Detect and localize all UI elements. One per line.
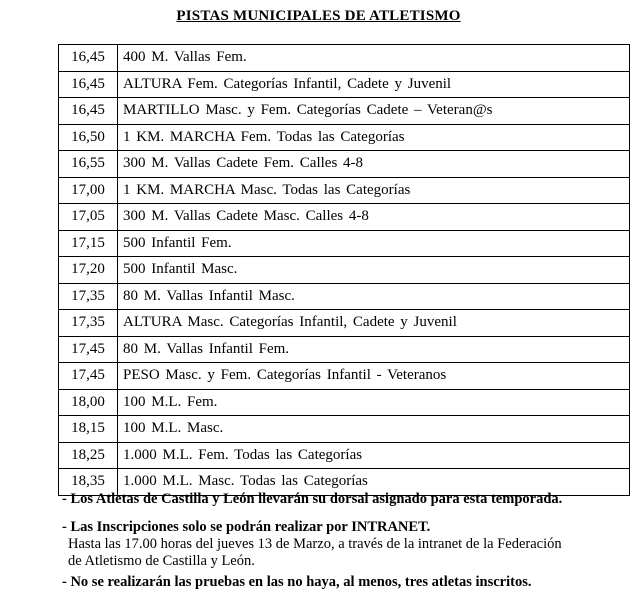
time-cell: 17,05 [59, 204, 118, 231]
event-cell: 300 M. Vallas Cadete Masc. Calles 4-8 [118, 204, 630, 231]
event-cell: 80 M. Vallas Infantil Masc. [118, 283, 630, 310]
event-cell: 80 M. Vallas Infantil Fem. [118, 336, 630, 363]
note-inscriptions-heading: - Las Inscripciones solo se podrán realizar por INTRANET. [62, 519, 431, 535]
time-cell: 17,45 [59, 336, 118, 363]
table-row [59, 204, 630, 231]
note-inscriptions-line-1: Hasta las 17.00 horas del jueves 13 de Marzo, a través de la intranet de la Federación [68, 536, 562, 552]
table-row [59, 283, 630, 310]
time-cell: 18,15 [59, 416, 118, 443]
event-cell: MARTILLO Masc. y Fem. Categorías Cadete – Veteran@s [118, 98, 630, 125]
time-cell: 18,25 [59, 442, 118, 469]
event-cell: 1.000 M.L. Masc. Todas las Categorías [118, 469, 630, 496]
table-row [59, 389, 630, 416]
note-minimum-athletes: - No se realizarán las pruebas en las no haya, al menos, tres atletas inscritos. [62, 574, 532, 590]
table-row [59, 124, 630, 151]
event-cell: PESO Masc. y Fem. Categorías Infantil - Veteranos [118, 363, 630, 390]
event-cell: ALTURA Fem. Categorías Infantil, Cadete y Juvenil [118, 71, 630, 98]
time-cell: 17,35 [59, 283, 118, 310]
time-cell: 17,20 [59, 257, 118, 284]
time-cell: 16,55 [59, 151, 118, 178]
time-cell: 16,45 [59, 71, 118, 98]
table-row [59, 310, 630, 337]
event-cell: 400 M. Vallas Fem. [118, 45, 630, 72]
event-cell: 1.000 M.L. Fem. Todas las Categorías [118, 442, 630, 469]
note-inscriptions [62, 519, 632, 570]
note-inscriptions-line-2: de Atletismo de Castilla y León. [68, 553, 255, 569]
schedule-body [59, 45, 630, 496]
time-cell: 16,45 [59, 45, 118, 72]
table-row [59, 71, 630, 98]
event-cell: 100 M.L. Masc. [118, 416, 630, 443]
event-cell: 1 KM. MARCHA Fem. Todas las Categorías [118, 124, 630, 151]
table-row [59, 45, 630, 72]
event-cell: ALTURA Masc. Categorías Infantil, Cadete y Juvenil [118, 310, 630, 337]
event-cell: 300 M. Vallas Cadete Fem. Calles 4-8 [118, 151, 630, 178]
event-cell: 500 Infantil Masc. [118, 257, 630, 284]
table-row [59, 98, 630, 125]
event-cell: 100 M.L. Fem. [118, 389, 630, 416]
time-cell: 17,45 [59, 363, 118, 390]
table-row [59, 336, 630, 363]
time-cell: 17,00 [59, 177, 118, 204]
time-cell: 18,00 [59, 389, 118, 416]
time-cell: 16,50 [59, 124, 118, 151]
table-row [59, 177, 630, 204]
time-cell: 17,15 [59, 230, 118, 257]
schedule-table [58, 44, 630, 496]
event-cell: 500 Infantil Fem. [118, 230, 630, 257]
table-row [59, 442, 630, 469]
table-row [59, 257, 630, 284]
time-cell: 16,45 [59, 98, 118, 125]
event-cell: 1 KM. MARCHA Masc. Todas las Categorías [118, 177, 630, 204]
note-dorsal: - Los Atletas de Castilla y León llevarán su dorsal asignado para esta temporada. [62, 491, 563, 507]
table-row [59, 230, 630, 257]
table-row [59, 363, 630, 390]
time-cell: 18,35 [59, 469, 118, 496]
table-row [59, 151, 630, 178]
time-cell: 17,35 [59, 310, 118, 337]
page-title: PISTAS MUNICIPALES DE ATLETISMO [176, 8, 461, 24]
table-row [59, 416, 630, 443]
